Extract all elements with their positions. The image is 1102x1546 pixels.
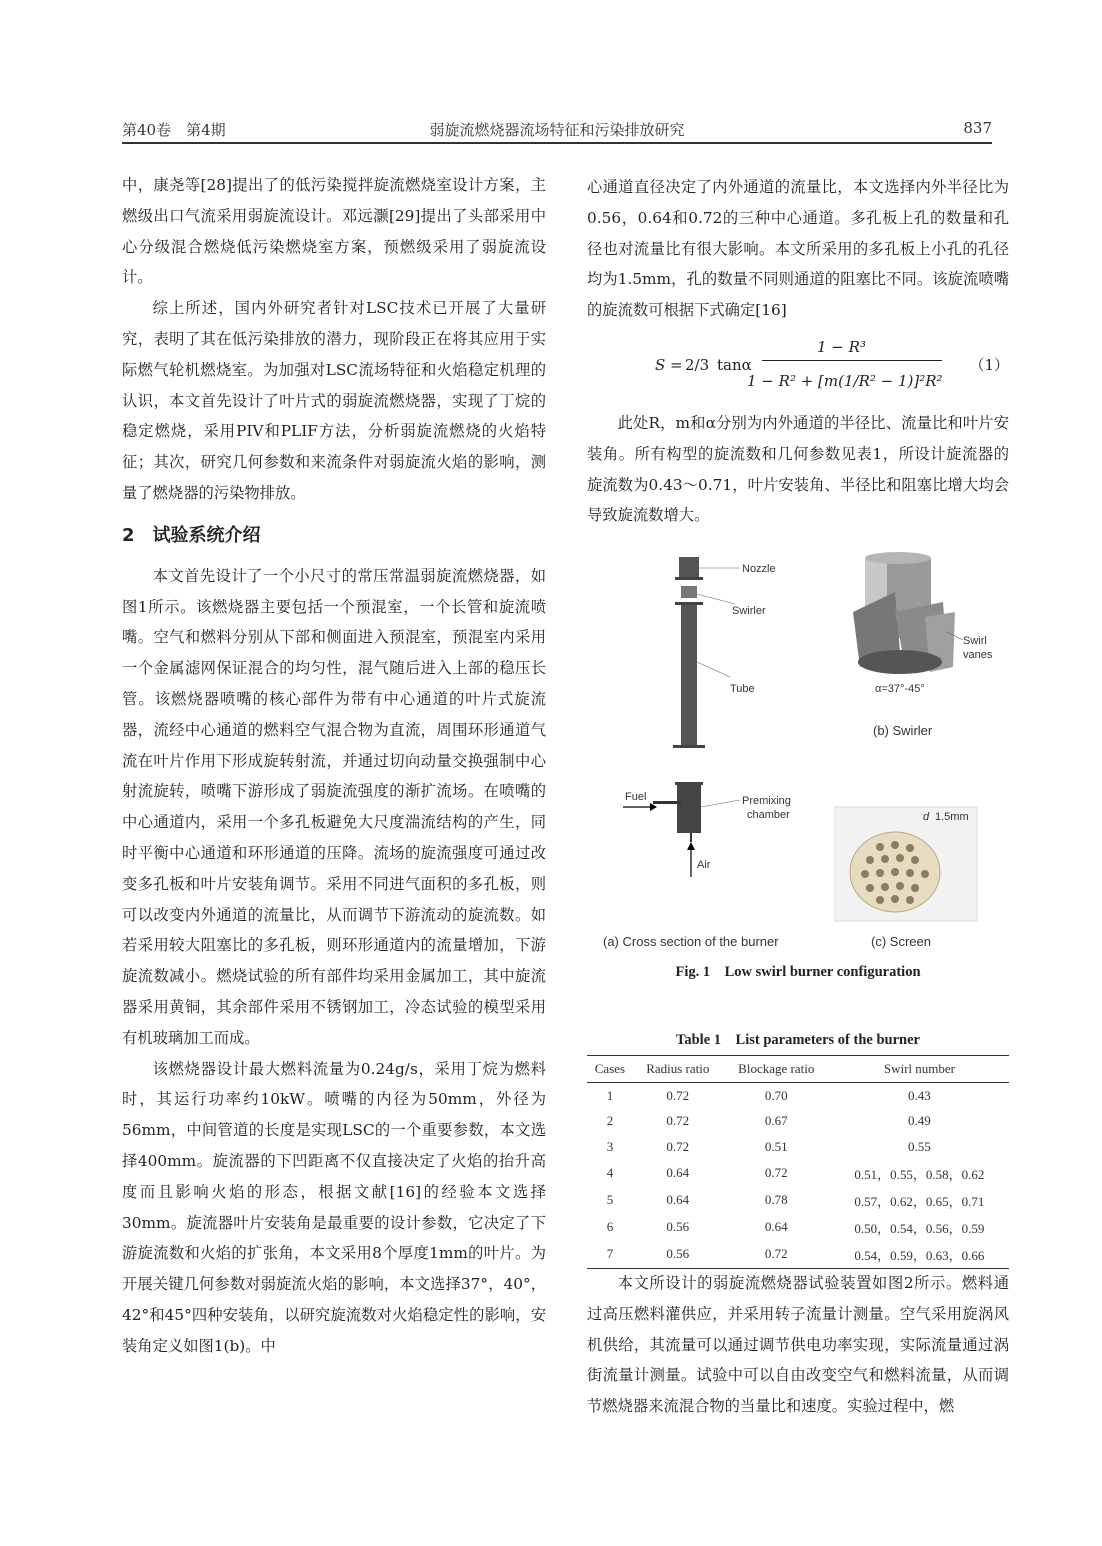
figure-caption: Fig. 1 Low swirl burner configuration (675, 964, 921, 980)
table-cell: 0.54，0.59，0.63，0.66 (830, 1241, 1009, 1269)
swirler-render (853, 552, 993, 738)
section-number: 2 (122, 524, 135, 546)
table-cell: 0.72 (666, 1087, 690, 1103)
equation-number: （1） (969, 355, 1009, 374)
fuel-arrow-head (650, 803, 657, 811)
table-cell: 0.50，0.54，0.56，0.59 (854, 1220, 985, 1236)
table-cell: 0.51，0.55，0.58，0.62 (854, 1166, 985, 1182)
swirl-label: Swirl (963, 635, 987, 647)
swirler-part (681, 586, 697, 598)
tube-part (681, 605, 697, 745)
table-cell: 0.72 (666, 1113, 690, 1129)
d-label: d (923, 811, 930, 823)
section-heading (122, 521, 546, 551)
tube-label: Tube (730, 683, 755, 695)
eq-numerator: 1 − R³ (817, 337, 866, 356)
eq-fraction-two-thirds: 2/3 (685, 355, 710, 374)
nozzle-part (679, 557, 699, 579)
swirler-hub-top (865, 552, 931, 564)
vanes-label: vanes (963, 649, 993, 661)
table-cell: 0.43 (908, 1087, 931, 1103)
tube-flange-top (675, 602, 703, 605)
premixing-label: Premixing (742, 795, 791, 807)
left-column (122, 170, 546, 1361)
chamber-label: chamber (747, 809, 790, 821)
table-cell: 0.64 (666, 1192, 690, 1207)
table-cell: 4 (606, 1165, 614, 1180)
chamber-leader (701, 800, 740, 807)
column-header: Cases (587, 1056, 633, 1083)
table-cell: 2 (606, 1113, 614, 1129)
table-cell: 0.56 (666, 1219, 690, 1234)
tube-leader (697, 662, 730, 677)
column-header: Swirl number (830, 1056, 1009, 1083)
eq-fraction-bar (762, 360, 942, 361)
subcaption-a: (a) Cross section of the burner (603, 934, 779, 949)
right-column-top (587, 172, 1009, 531)
eq-tan: tanα (717, 355, 752, 374)
table-cell: 0.67 (764, 1113, 788, 1129)
nozzle-label: Nozzle (742, 563, 776, 575)
page-header (122, 115, 992, 145)
table-cell: 6 (606, 1219, 614, 1234)
table-row (587, 1109, 1009, 1135)
table-cell: 7 (587, 1241, 633, 1269)
burner-cross-section (623, 557, 791, 877)
table-cell: 0.64 (666, 1165, 690, 1180)
table-title: Table 1 List parameters of the burner (676, 1032, 920, 1048)
air-arrow-head (687, 842, 695, 850)
column-header: Blockage ratio (723, 1056, 830, 1083)
equation-1 (587, 332, 1009, 402)
paragraph: 该燃烧器设计最大燃料流量为0.24g/s，采用丁烷为燃料时，其运行功率约10kW。喷嘴的内径为50mm，外径为56mm，中间管道的长度是实现LSC的一个重要参数，本文选择400mm。旋流器的下凹距离不仅直接决定了火焰的抬升高度而且影响火焰的形态，根据文献[16]的经验本文选择30mm。旋流器叶片安装角是最重要的设计参数，它决定了下游旋流数和火焰的扩张角，本文采用8个厚度1mm的叶片。为开展关键几何参数对弱旋流火焰的影响，本文选择37°，40°，42°和45°四种安装角，以研究旋流数对火焰稳定性的影响，安装角定义如图1(b)。中 (122, 1059, 546, 1355)
table-cell: 0.49 (908, 1113, 931, 1129)
table-cell: 5 (606, 1192, 614, 1207)
right-column-bottom (587, 1268, 1009, 1422)
d-value-label: 1.5mm (935, 811, 969, 823)
subcaption-c: (c) Screen (871, 934, 931, 949)
eq-lhs: S = (655, 355, 683, 374)
alpha-label: α=37°-45° (875, 683, 925, 695)
table-row (587, 1187, 1009, 1214)
table-cell: 0.51 (764, 1138, 788, 1154)
paragraph: 本文首先设计了一个小尺寸的常压常温弱旋流燃烧器，如图1所示。该燃烧器主要包括一个预混室，一个长管和旋流喷嘴。空气和燃料分别从下部和侧面进入预混室，预混室内采用一个金属滤网保证混合的均匀性，混气随后进入上部的稳压长管。该燃烧器喷嘴的核心部件为带有中心通道的叶片式旋流器，流经中心通道的燃料空气混合物为直流，周围环形通道气流在叶片作用下形成旋转射流，并通过切向动量交换强制中心射流旋转，喷嘴下游形成了弱旋流强度的渐扩流场。在喷嘴的中心通道内，采用一个多孔板避免大尺度湍流结构的产生，同时平衡中心通道和环形通道的压降。流场的旋流强度可通过改变多孔板和叶片安装角调节。采用不同进气面积的多孔板，则可以改变内外通道的流量比，从而调节下游流动的旋流数。如若采用较大阻塞比的多孔板，则环形通道内的流量增加，下游旋流数减小。燃烧试验的所有部件均采用金属加工，其中旋流器采用黄铜，其余部件采用不锈钢加工，冷态试验的模型采用有机玻璃加工而成。 (122, 566, 546, 1047)
table-row (587, 1241, 1009, 1269)
table-cell: 0.72 (764, 1165, 788, 1180)
table-cell: 0.78 (764, 1192, 788, 1207)
table-row (587, 1160, 1009, 1187)
chamber-flange (675, 782, 703, 785)
tube-flange-bottom (673, 745, 705, 748)
fuel-inlet-pipe (653, 801, 681, 804)
column-header: Radius ratio (633, 1056, 723, 1083)
nozzle-flange (675, 577, 703, 580)
premixing-chamber-part (677, 785, 701, 833)
air-label: Air (697, 859, 711, 871)
figure-1 (595, 552, 1005, 992)
running-title: 弱旋流燃烧器流场特征和污染排放研究 (429, 121, 685, 139)
paragraph: 中，康尧等[28]提出了的低污染搅拌旋流燃烧室设计方案，主燃级出口气流采用弱旋流设计。邓远灏[29]提出了头部采用中心分级混合燃烧低污染燃烧室方案，预燃级采用了弱旋流设计。 (122, 176, 546, 287)
section-title: 试验系统介绍 (152, 524, 261, 546)
table-row (587, 1134, 1009, 1160)
subcaption-b: (b) Swirler (873, 723, 933, 738)
table-row (587, 1083, 1009, 1109)
table-row (587, 1214, 1009, 1241)
screen-photo (835, 807, 977, 949)
paragraph: 心通道直径决定了内外通道的流量比，本文选择内外半径比为0.56，0.64和0.72的三种中心通道。多孔板上孔的数量和孔径也对流量比有很大影响。本文所采用的多孔板上小孔的孔径均为1.5mm，孔的数量不同则通道的阻塞比不同。该旋流喷嘴的旋流数可根据下式确定[16] (587, 178, 1009, 320)
burner-figure-svg (595, 552, 1005, 952)
swirler-label: Swirler (732, 605, 766, 617)
page-number: 837 (963, 119, 992, 137)
table-cell: 0.72 (666, 1138, 690, 1154)
swirler-base (858, 650, 942, 674)
paragraph: 综上所述，国内外研究者针对LSC技术已开展了大量研究，表明了其在低污染排放的潜力，现阶段正在将其应用于实际燃气轮机燃烧室。为加强对LSC流场特征和火焰稳定机理的认识，本文首先设计了叶片式的弱旋流燃烧器，实现了丁烷的稳定燃烧，采用PIV和PLIF方法，分析弱旋流燃烧的火焰特征；其次，研究几何参数和来流条件对弱旋流火焰的影响，测量了燃烧器的污染物排放。 (122, 299, 546, 502)
table-cell: 1 (606, 1087, 614, 1103)
table-cell: 0.72 (723, 1241, 830, 1269)
table-cell: 3 (606, 1138, 614, 1154)
paragraph: 本文所设计的弱旋流燃烧器试验装置如图2所示。燃料通过高压燃料灌供应，并采用转子流量计测量。空气采用旋涡风机供给，其流量可以通过调节供电功率实现，实际流量通过涡街流量计测量。试验中可以自由改变空气和燃料流量，从而调节燃烧器来流混合物的当量比和速度。实验过程中，燃 (587, 1274, 1009, 1416)
table-cell: 0.57，0.62，0.65，0.71 (854, 1193, 985, 1209)
paragraph: 此处R，m和α分别为内外通道的半径比、流量比和叶片安装角。所有构型的旋流数和几何参数见表1，所设计旋流器的旋流数为0.43～0.71，叶片安装角、半径比和阻塞比增大均会导致旋流数增大。 (587, 413, 1009, 525)
table-cell: 0.55 (908, 1138, 931, 1154)
table-cell: 0.56 (633, 1241, 723, 1269)
eq-denominator: 1 − R² + [m(1/R² − 1)]²R² (747, 371, 943, 390)
table-header-row (587, 1056, 1009, 1083)
parameters-table (587, 1055, 1009, 1269)
header-rule (122, 142, 992, 144)
journal-volume: 第40卷 第4期 (122, 121, 226, 139)
fuel-label: Fuel (625, 791, 647, 803)
table-cell: 0.70 (764, 1087, 788, 1103)
table-cell: 0.64 (764, 1219, 788, 1234)
